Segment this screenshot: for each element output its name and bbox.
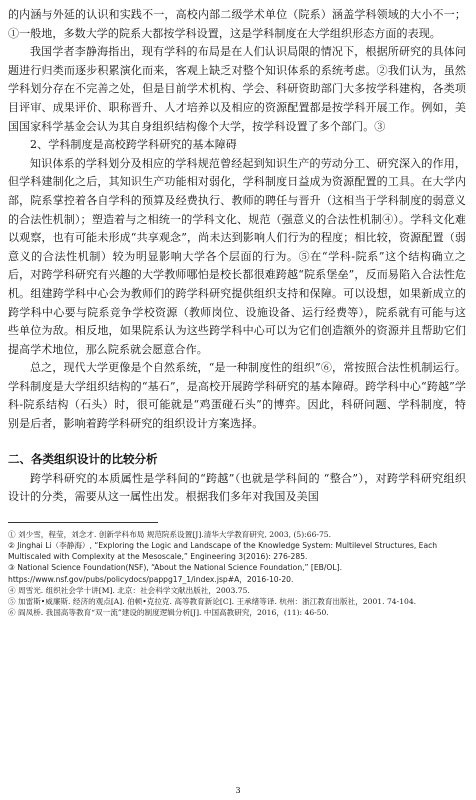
footnote: ⑤ 加雷斯•威廉斯. 经济的观点[A]. 伯顿•克拉克. 高等教育新论[C]. 王承绪等译. 杭州：浙江教育出版社，2001. 74-104. — [8, 597, 417, 607]
body-paragraph: 跨学科研究的本质属性是学科间的“跨越”（也就是学科间的 “整合”），对跨学科研究组织设计的分类，需要从这一属性出发。根据我们多年对我国及美国 — [8, 471, 466, 504]
section-heading: 二、各类组织设计的比较分析 — [8, 451, 158, 466]
footnote: ⑥ 阎凤桥. 我国高等教育“双一流”建设的制度逻辑分析[J]. 中国高教研究，2016，(11): 46-50. — [8, 608, 329, 618]
footnote: ① 刘少雪，程莹，刘念才. 创新学科布局 规范院系设置[J].清华大学教育研究, 2003, (5):66-75. — [8, 529, 332, 539]
footnote: ③ National Science Foundation(NSF), “About the National Science Foundation,” [EB/OL]. https://www.nsf.gov/pubs/policydocs/pappg17_1/index.jsp#A，2016-10-20. — [8, 563, 343, 584]
body-paragraph: 我国学者李静海指出，现有学科的布局是在人们认识局限的情况下，根据所研究的具体问题进行归类而逐步积累演化而来，客观上缺乏对整个知识体系的系统考虑。②我们认为，虽然学科划分存在不完善之处，但是目前学术机构、学会、科研资助部门大多按学科建构，各类项目评审、成果评价、职称晋升、人才培养以及相应的资源配置都是按学科开展工作。例如，美国国家科学基金会认为其自身组织结构像个大学，按学科设置了多个部门。③ — [8, 45, 466, 133]
body-paragraph: 知识体系的学科划分及相应的学科规范曾经起到知识生产的劳动分工、研究深入的作用，但学科建制化之后，其知识生产功能相对弱化，学科制度日益成为资源配置的工具。在大学内部，院系掌控着各自学科的预算及经费执行、教师的聘任与晋升（这相当于学科制度的弱意义的合法性机制）；塑造着与之相统一的学科文化、规范（强意义的合法性机制④）。学科文化难以观察，也有可能未形成“共享观念”，尚未达到影响人们行为的程度；相比较，资源配置（弱意义的合法性机制）较为明显影响大学各个层面的行为。⑤在“学科-院系”这个结构确立之后，对跨学科研究有兴趣的大学教师哪怕是校长都很难跨越“院系堡垒”，反而易陷入合法性危机。组建跨学科中心会为教师们的跨学科研究提供组织支持和保障。可以设想，如果新成立的跨学科中心要与院系竞争学校资源（教师岗位、设施设备、运行经费等），院系就有可能与这些单位为敌。相反地，如果院系认为这些跨学科中心可以为它们创造额外的资源并且帮助它们提高学术地位，那么院系就会愿意合作。 — [8, 156, 466, 356]
page-number: 3 — [235, 786, 241, 795]
body-paragraph: 总之，现代大学更像是个自然系统，“是一种制度性的组织”⑥，常按照合法性机制运行。学科制度是大学组织结构的“基石”，是高校开展跨学科研究的基本障碍。跨学科中心“跨越”学科-院系结构（石头）时，很可能就是“鸡蛋碰石头”的博弈。因此，科研问题、学科制度，特别是后者，影响着跨学科研究的组织设计方案选择。 — [8, 361, 466, 431]
subsection-heading: 2、学科制度是高校跨学科研究的基本障碍 — [30, 138, 237, 152]
body-paragraph: 的内涵与外延的认识和实践不一，高校内部二级学术单位（院系）涵盖学科领域的大小不一；①一般地，多数大学的院系大都按学科设置，这是学科制度在大学组织形态方面的表现。 — [8, 8, 466, 40]
footnote: ④ 周雪光. 组织社会学十讲[M]. 北京：社会科学文献出版社，2003.75. — [8, 585, 250, 595]
footnote: ② Jinghai Li（李静海）, “Exploring the Logic and Landscape of the Knowledge System: Multilevel Structures, Each Multiscaled with Complexity at the Mesoscale,” Engineering 3(2016): 276-285. — [8, 541, 438, 562]
footnote-divider — [8, 522, 158, 523]
